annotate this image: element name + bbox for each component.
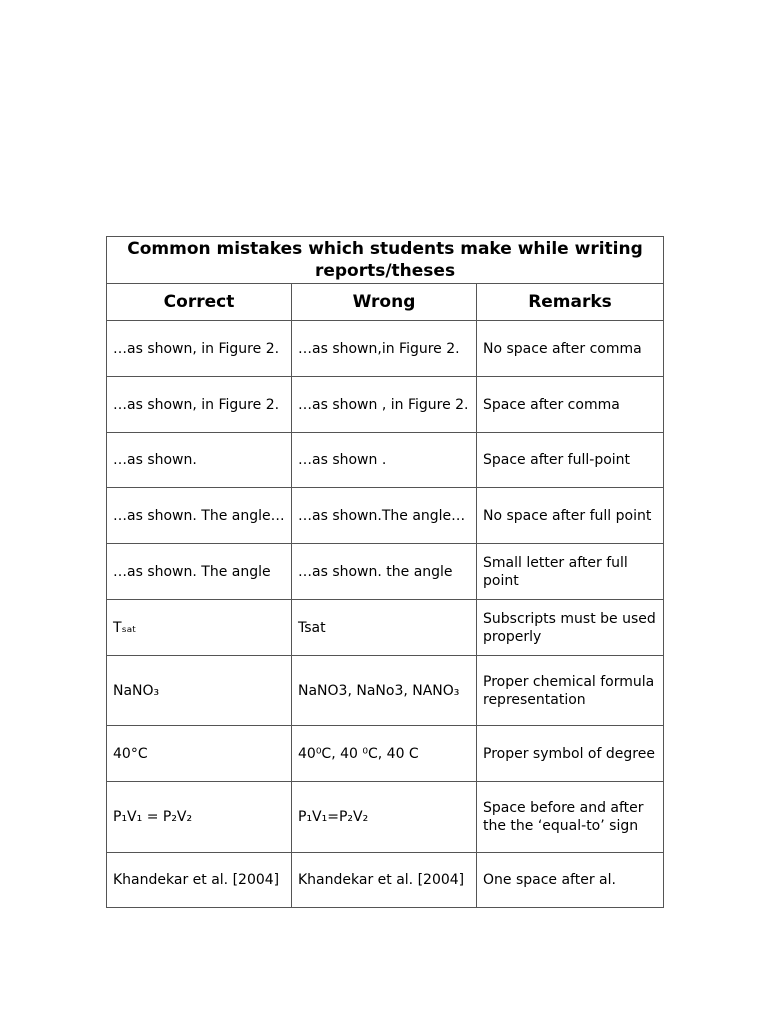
cell-wrong: 40⁰C, 40 ⁰C, 40 C xyxy=(292,726,477,782)
cell-correct: P₁V₁ = P₂V₂ xyxy=(107,782,292,853)
mistakes-table xyxy=(106,236,664,908)
cell-correct: …as shown. The angle xyxy=(107,544,292,600)
cell-remarks: Proper symbol of degree xyxy=(477,726,664,782)
table-row xyxy=(107,600,664,656)
cell-correct: Tₛₐₜ xyxy=(107,600,292,656)
cell-correct: …as shown, in Figure 2. xyxy=(107,321,292,377)
header-wrong: Wrong xyxy=(292,284,477,321)
cell-remarks: Subscripts must be used properly xyxy=(477,600,664,656)
cell-correct: …as shown, in Figure 2. xyxy=(107,377,292,433)
cell-remarks: Space before and after the the ‘equal-to’ sign xyxy=(477,782,664,853)
table-row xyxy=(107,433,664,488)
header-remarks: Remarks xyxy=(477,284,664,321)
cell-wrong: …as shown,in Figure 2. xyxy=(292,321,477,377)
cell-correct: …as shown. xyxy=(107,433,292,488)
table-title-row xyxy=(107,237,664,284)
table-row xyxy=(107,726,664,782)
table-row xyxy=(107,488,664,544)
table-title: Common mistakes which students make while writing reports/theses xyxy=(107,237,664,284)
cell-wrong: Khandekar et al. [2004] xyxy=(292,853,477,908)
cell-wrong: NaNO3, NaNo3, NANO₃ xyxy=(292,656,477,726)
cell-remarks: Space after full-point xyxy=(477,433,664,488)
table-row xyxy=(107,656,664,726)
table-row xyxy=(107,377,664,433)
cell-wrong: …as shown , in Figure 2. xyxy=(292,377,477,433)
cell-wrong: Tsat xyxy=(292,600,477,656)
table-row xyxy=(107,782,664,853)
cell-remarks: Proper chemical formula representation xyxy=(477,656,664,726)
table-row xyxy=(107,544,664,600)
cell-remarks: Space after comma xyxy=(477,377,664,433)
cell-wrong: …as shown . xyxy=(292,433,477,488)
cell-remarks: Small letter after full point xyxy=(477,544,664,600)
cell-wrong: …as shown.The angle… xyxy=(292,488,477,544)
table-header-row xyxy=(107,284,664,321)
cell-wrong: …as shown. the angle xyxy=(292,544,477,600)
cell-correct: 40°C xyxy=(107,726,292,782)
header-correct: Correct xyxy=(107,284,292,321)
cell-wrong: P₁V₁=P₂V₂ xyxy=(292,782,477,853)
table-row xyxy=(107,853,664,908)
cell-remarks: No space after full point xyxy=(477,488,664,544)
cell-correct: Khandekar et al. [2004] xyxy=(107,853,292,908)
table-row xyxy=(107,321,664,377)
cell-remarks: No space after comma xyxy=(477,321,664,377)
cell-remarks: One space after al. xyxy=(477,853,664,908)
cell-correct: NaNO₃ xyxy=(107,656,292,726)
cell-correct: …as shown. The angle… xyxy=(107,488,292,544)
